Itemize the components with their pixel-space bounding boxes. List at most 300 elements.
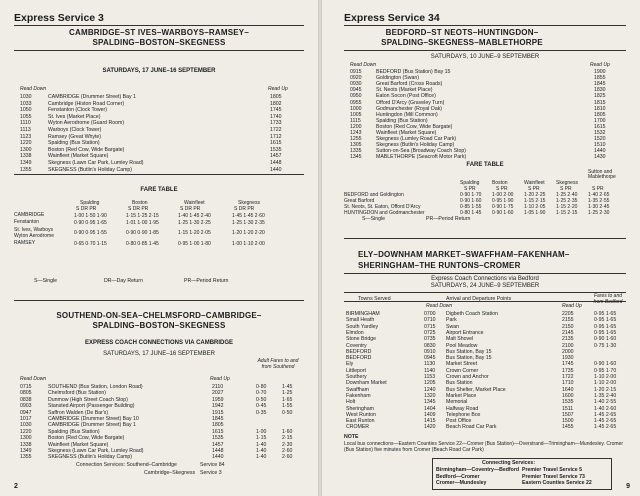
divider [14,25,304,26]
stop-time-up: 1830 [594,87,606,94]
stop-time-down: 1000 [350,105,362,112]
stop-time-up: 1802 [270,100,282,107]
stop-point: Market Street [446,361,478,368]
time-down: 1153 [424,374,436,380]
stop-name: St. Ives (Market Place) [48,113,101,120]
stop-time-up: 1615 [212,428,224,435]
divider [14,174,304,175]
town-name: Stone Bridge [346,336,376,343]
stop-point: Memorial [446,399,468,406]
stop-time-up: 2110 [212,384,224,390]
route-title: CAMBRIDGE–ST IVES–WARBOYS–RAMSEY– [69,28,249,37]
time-up: 2155 [562,317,574,324]
town-name: Southery [346,374,367,380]
stop-name: Skegness (Lawn Car Park, Lumley Road) [48,160,144,166]
fare-single: 0·80 [256,384,267,390]
fare-value: 1·05 1·90 [524,210,546,216]
fare-column-header: Spalding [460,180,480,186]
stop-name: Stansted Airport (Passenger Building) [48,403,135,410]
stop-time-up: 1615 [594,123,606,130]
fares: 1·45 2·65 [594,418,617,425]
stop-time-down: 1345 [350,154,362,161]
fare-return: 2·15 [282,435,293,442]
time-up: 1535 [562,399,574,406]
adult-fares-label: Adult Fares to and from Southend [257,358,299,370]
fare-value: 1·15 2·15 [556,210,578,216]
town-name: Small Heath [346,317,375,324]
route-title: SPALDING–BOSTON–SKEGNESS [92,321,226,330]
fare-value: 1·00 1·50 1·90 [74,213,107,219]
stop-name: Spalding (Bus Station) [376,117,428,124]
read-up-label: Read Up [268,86,288,92]
time-up: 1455 [562,424,574,431]
stop-name: Cambridge (Histon Road Corner) [48,100,125,107]
fare-return: 1·25 [282,390,293,397]
stop-name: Fenstanton (Clock Tower) [48,107,108,114]
town-name: Downham Market [346,380,387,387]
stop-time-down: 1338 [20,153,32,160]
stop-name: SKEGNESS (Butlin's Holiday Camp) [48,454,133,461]
time-down: 1130 [424,361,436,368]
fare-single: 1·15 [256,435,267,442]
stop-time-down: 0903 [20,403,32,410]
stop-point: Swan [446,323,459,330]
stop-time-down: 0920 [350,75,362,82]
stop-name: Saffron Walden (De Bar's) [48,409,109,416]
stop-time-up: 1440 [212,454,224,461]
stop-name: MABLETHORPE (Seacroft Motor Park) [376,154,467,161]
town-name: Coventry [346,342,367,349]
time-up: 1710 [562,380,574,387]
time-down: 1240 [424,386,436,393]
fare-place: HUNTINGDON and Godmanchester [344,210,425,216]
fare-value: 1·25 2·40 [556,192,578,198]
stop-time-up: 1535 [270,146,282,153]
fare-subheader: S DR PR [128,206,149,212]
stop-point: Telephone Box [446,411,481,418]
fares: 1·20 2·15 [594,386,617,393]
fare-subheader: S PR [592,186,604,192]
stop-point: Beach Road Car Park [446,424,497,431]
stop-name: Goldington (Swan) [376,75,419,82]
fares: 1·35 2·40 [594,392,617,399]
stop-name: Chelmsford (Bus Station) [48,390,106,397]
fare-value: 1·15 1·25 2·15 [126,213,159,219]
stop-time-down: 1355 [20,454,32,461]
stop-time-down: 1305 [350,142,362,149]
service-dates: SATURDAYS, 24 JUNE–9 SEPTEMBER [430,283,540,289]
fare-subheader: S PR [464,186,476,192]
fare-value: 1·35 2·55 [588,198,610,204]
stop-time-up: 1805 [270,94,282,100]
stop-name: St. Neots (Market Place) [376,87,433,94]
fare-value: 1·30 2·45 [588,204,610,210]
stop-time-up: 1448 [212,448,224,454]
fare-place: CAMBRIDGE [14,212,45,218]
stop-time-up: 1810 [594,105,606,112]
stop-time-down: 1055 [20,113,32,120]
stop-time-down: 1200 [350,123,362,130]
fare-key-single: S—Single [34,278,58,284]
fare-subheader: S PR [496,186,508,192]
stop-point: Post Office [446,418,472,425]
time-down: 1415 [424,418,436,425]
time-up: 1930 [562,355,574,362]
fare-value: 1·10 2·05 [524,204,546,210]
time-down: 0830 [424,342,436,349]
fare-value: 1·20 2·25 [524,192,546,198]
stop-time-up: 1825 [594,93,606,100]
fare-value: 0·65 0·70 1·15 [74,241,107,247]
read-down-label: Read Down [20,376,47,382]
fare-value: 1·40 1·45 2·40 [178,213,211,219]
stop-time-down: 1355 [20,166,32,173]
time-up: 1511 [562,405,574,412]
stop-time-down: 0915 [350,69,362,75]
fare-subheader: S DR PR [76,206,97,212]
connections-title: EXPRESS COACH CONNECTIONS VIA CAMBRIDGE [84,340,234,346]
fare-table-title: FARE TABLE [466,162,504,168]
divider [344,238,626,239]
stop-name: Godmanchester (Royal Oak) [376,105,443,112]
route-title: ELY–DOWNHAM MARKET–SWAFFHAM–FAKENHAM– [358,250,570,259]
fares: 0·75 1·30 [594,342,617,349]
route-title: SPALDING–BOSTON–SKEGNESS [92,38,226,47]
fare-key-day: DR—Day Return [104,278,143,284]
time-up: 2150 [562,323,574,330]
fares: 1·10 2·00 [594,380,617,387]
stop-time-down: 1115 [350,117,361,124]
stop-point: Crown Corner [446,367,479,374]
stop-point: Halfway Road [446,405,479,412]
stop-time-up: 1520 [594,136,606,143]
stop-name: Warboys (Clock Tower) [48,127,102,133]
fare-place: Fenstanton [14,219,40,225]
stop-time-down: 0947 [20,409,32,416]
time-up: 1640 [562,386,574,393]
fare-single: 0·35 [256,409,267,416]
fares: 0·95 1·65 [594,311,617,317]
fare-return: 1·65 [282,396,293,403]
stop-time-down: 1005 [350,111,362,118]
stop-point: Bus Shelter, Market Place [446,386,506,393]
stop-name: Boston (Red Cow, Wide Bargate) [376,123,453,130]
read-down-label: Read Down [20,86,47,92]
page-number: 9 [626,483,630,490]
stop-time-up: 1959 [212,396,224,403]
stop-time-down: 0930 [350,81,362,88]
stop-time-up: 1457 [212,441,224,448]
towns-served-header: Towns Served [358,296,391,302]
fare-value: 1·00 1·10 2·00 [232,241,265,247]
fares: 1·10 2·00 [594,374,617,380]
connection-route: Birmingham—Coventry—Bedford [436,467,520,473]
fare-value: 0·90 1·70 [460,192,482,198]
fare-column-header: Boston [492,180,508,186]
stop-time-up: 1440 [270,166,282,173]
fare-value: 1·45 1·45 2·60 [232,213,265,219]
stop-time-up: 1700 [594,117,606,124]
time-down: 1205 [424,380,436,387]
stop-time-up: 1448 [270,160,282,166]
connection-service: Service 84 [200,462,225,468]
fare-value: 0·95 1·00 1·80 [178,241,211,247]
fare-place: St. Ives, Warboys Wyton Aerodrome [14,227,54,239]
service-dates: SATURDAYS, 17 JUNE–16 SEPTEMBER [102,68,216,74]
route-title: SPALDING–SKEGNESS–MABLETHORPE [381,38,543,47]
fare-column-header: Skegness [238,200,260,206]
stop-time-up: 1855 [594,75,606,82]
fare-value: 1·15 1·20 2·05 [178,230,211,236]
stop-time-down: 0805 [20,390,32,397]
stop-time-down: 0715 [20,384,32,390]
stop-time-down: 0945 [350,87,362,94]
connection-line: Connection Services: Southend–Cambridge [76,462,177,468]
stop-point: Digbeth Coach Station [446,311,498,317]
fares: 1·40 2·60 [594,405,617,412]
stop-name: Wainfleet (Market Square) [376,130,437,136]
time-down: 1404 [424,405,436,412]
stop-time-up: 1915 [212,409,224,416]
fare-value: 1·25 1·30 2·25 [178,220,211,226]
fare-return: 1·45 [282,384,293,390]
fares: 0·95 1·65 [594,317,617,324]
stop-name: Boston (Red Cow, Wide Bargate) [48,435,125,442]
stop-time-down: 1349 [20,448,32,454]
time-up: 1500 [562,418,574,425]
time-up: 1507 [562,411,574,418]
town-name: South Yardley [346,323,379,330]
stop-name: CAMBRIDGE (Drummer Street) Bay 1 [48,422,136,429]
stop-name: Eaton Socon (Post Office) [376,93,436,100]
time-down: 1409 [424,411,436,418]
town-name: BEDFORD [346,355,372,362]
stop-name: Skegness (Butlin's Holiday Camp) [376,142,455,149]
stop-time-down: 1349 [20,160,32,166]
stop-time-up: 1440 [594,148,606,155]
stop-time-down: 1050 [20,107,32,114]
stop-time-up: 1712 [270,133,282,140]
stop-name: Skegness (Lawn Car Park, Lumley Road) [48,448,144,454]
stop-name: Wyton Aerodrome (Guard Room) [48,120,125,127]
fares: 0·95 1·70 [594,367,617,374]
stop-time-down: 1255 [350,136,362,143]
fares: 1·45 2·65 [594,411,617,418]
time-up: 1722 [562,374,574,380]
fare-key-period: PR—Period Return [184,278,229,284]
stop-point: Bus Station, Bay 15 [446,355,492,362]
service-header: Express Service 3 [14,12,104,24]
fare-return: 2·30 [282,441,293,448]
connection-service: Premier Travel Service 5 [522,467,582,473]
town-name: BIRMINGHAM [346,311,380,317]
stop-time-up: 1532 [594,130,606,136]
fare-subheader: S DR PR [234,206,255,212]
divider [344,273,626,274]
town-name: Ely [346,361,354,368]
stop-point: Bus Station [446,380,473,387]
divider [344,50,626,51]
fare-value: 0·90 1·60 [460,198,482,204]
stop-point: Pool Meadow [446,342,478,349]
town-name: BEDFORD [346,348,372,355]
stop-point: Crown and Anchor [446,374,489,380]
fare-return: 2·60 [282,448,293,454]
town-name: Littleport [346,367,366,374]
town-name: West Runton [346,411,376,418]
fare-place: RAMSEY [14,240,36,246]
stop-time-down: 1220 [20,140,32,147]
route-title: BEDFORD–ST NEOTS–HUNTINGDON– [385,28,539,37]
stop-name: Boston (Red Cow, Wide Bargate) [48,146,125,153]
stop-time-up: 1845 [594,81,606,88]
stop-time-down: 1110 [20,120,31,127]
town-name: Fakenham [346,392,371,399]
stop-time-down: 1033 [20,100,32,107]
stop-time-up: 1510 [594,142,606,149]
stop-name: CAMBRIDGE (Drummer Street) Bay 10 [48,416,139,422]
time-up: 1600 [562,392,574,399]
time-down: 0700 [424,311,436,317]
note-title: NOTE [344,434,359,440]
time-up: 2100 [562,342,574,349]
time-up: 2000 [562,348,574,355]
time-down: 0725 [424,329,436,336]
time-down: 1345 [424,399,436,406]
time-down: 0735 [424,336,436,343]
fare-single: 1·40 [256,448,267,454]
fare-place: St. Neots, St. Eaton, Offord D'Arcy [344,204,421,210]
fare-single: 1·40 [256,454,267,461]
time-down: 0910 [424,348,436,355]
stop-name: Skegness (Lumley Road Car Park) [376,136,457,143]
stop-time-down: 0838 [20,396,32,403]
stop-time-up: 1815 [594,99,606,106]
fare-value: 1·20 1·20 2·20 [232,230,265,236]
divider [344,25,626,26]
connections-title: Express Coach Connections via Bedford [431,276,539,282]
fares: 0·90 1·60 [594,336,617,343]
fare-single: 0·45 [256,403,267,410]
service-dates: SATURDAYS, 10 JUNE–9 SEPTEMBER [430,54,540,60]
time-down: 0715 [424,323,436,330]
read-up-label: Read Up [210,376,230,382]
stop-name: BEDFORD (Bus Station) Bay 15 [376,69,451,75]
stop-time-up: 1845 [212,416,224,422]
time-down: 1420 [424,424,436,431]
stop-name: SKEGNESS (Butlin's Holiday Camp) [48,166,133,173]
arr-dep-header: Arrival and Departure Points [446,296,512,302]
stop-point: Park [446,317,457,324]
fare-place: BEDFORD and Goldington [344,192,404,198]
stop-time-up: 1942 [212,403,224,410]
fare-column-header: Spalding [80,200,100,206]
stop-time-down: 1220 [20,428,32,435]
stop-time-down: 0950 [350,93,362,100]
stop-name: SOUTHEND (Bus Station, London Road) [48,384,143,390]
fare-key-period: PR—Period Return [426,216,471,222]
fare-value: 0·90 0·95 1·65 [74,220,107,226]
stop-time-down: 1123 [20,133,32,140]
fare-column-header: Boston [132,200,148,206]
time-down: 1320 [424,392,436,399]
fare-column-header: Wainfleet [184,200,205,206]
connection-service: Eastern Counties Service 22 [522,480,592,486]
time-up: 2145 [562,329,574,336]
time-up: 2205 [562,311,574,317]
fare-single: 0·50 [256,396,267,403]
stop-name: Ramsey (Great Whyte) [48,133,102,140]
fare-single: 0·70 [256,390,267,397]
fare-value: 1·00 2·00 [492,192,514,198]
service-dates: SATURDAYS, 17 JUNE–16 SEPTEMBER [103,351,215,357]
page-number: 2 [14,483,18,490]
read-down-label: Read Down [426,303,453,309]
fare-return: 1·55 [282,403,293,410]
service-header: Express Service 34 [344,12,440,24]
stop-time-down: 1017 [20,416,32,422]
stop-name: Spalding (Bus Station) [48,428,100,435]
stop-time-down: 1300 [20,146,32,153]
fare-value: 0·85 1·55 [460,204,482,210]
stop-name: Wainfleet (Market Square) [48,441,109,448]
fares: 1·45 2·65 [594,424,617,431]
stop-time-down: 1243 [350,130,362,136]
connection-route: Bedford—Cromer [436,473,480,480]
fare-column-header: Wainfleet [524,180,545,186]
divider [14,50,304,51]
route-title: SOUTHEND-ON-SEA–CHELMSFORD–CAMBRIDGE– [56,311,262,320]
stop-time-down: 1030 [20,422,32,429]
right-page [322,0,640,496]
stop-time-up: 1535 [212,435,224,442]
fare-place: Great Barford [344,198,375,204]
stop-time-up: 1900 [594,69,606,75]
stop-point: Market Place [446,392,477,399]
stop-point: Airport Entrance [446,329,484,336]
fares: 0·90 1·60 [594,361,617,368]
fares: 0·95 1·65 [594,323,617,330]
stop-time-down: 1030 [20,94,32,100]
fare-column-header: Skegness [556,180,578,186]
fare-value: 1·40 2·65 [588,192,610,198]
route-title: SHERINGHAM–THE RUNTONS–CROMER [358,261,521,270]
fare-table-title: FARE TABLE [140,187,178,193]
fare-value: 0·90 0·95 1·55 [74,230,107,236]
fare-value: 1·25 2·30 [588,210,610,216]
time-up: 1745 [562,361,574,368]
fare-column-header: Sutton and Mablethorpe [588,169,616,180]
town-name: East Runton [346,418,375,425]
fare-subheader: S DR PR [180,206,201,212]
stop-name: CAMBRIDGE (Drummer Street) Bay 1 [48,94,136,100]
stop-time-up: 1745 [270,107,282,114]
stop-time-up: 1430 [594,154,606,161]
stop-name: Dunmow (High Street Coach Stop) [48,396,128,403]
fare-subheader: S PR [528,186,540,192]
connecting-services-title: Connecting Services: [482,460,536,466]
fare-value: 0·90 1·75 [492,204,514,210]
stop-name: Offord D'Arcy (Graveley Turn) [376,99,445,106]
stop-name: Great Barford (Cross Roads) [376,81,443,88]
town-name: Elmdon [346,329,364,336]
read-down-label: Read Down [350,62,377,68]
fare-return: 0·50 [282,409,293,416]
read-up-label: Read Up [590,62,610,68]
fares: 0·95 1·65 [594,329,617,336]
stop-time-up: 1733 [270,120,282,127]
fare-return: 2·60 [282,454,293,461]
